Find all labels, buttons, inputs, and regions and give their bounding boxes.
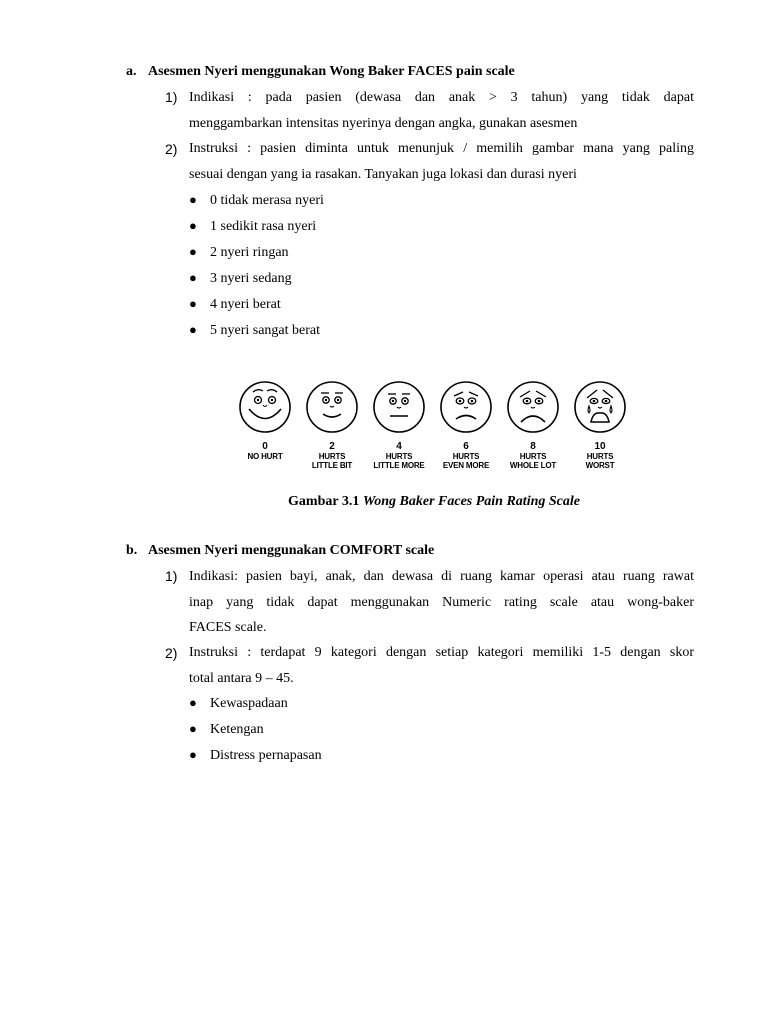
face-label: HURTS — [385, 452, 413, 461]
item-b2-line-1: Instruksi : terdapat 9 kategori dengan setiap kategori memiliki 1-5 dengan skor — [189, 645, 694, 660]
bullet-text: Kewaspadaan — [210, 696, 288, 711]
section-b-bullet-list — [189, 693, 322, 771]
list-item — [189, 745, 322, 771]
item-a1-line-1: Indikasi : pada pasien (dewasa dan anak > 3 tahun) yang tidak dapat — [189, 90, 694, 105]
bullet-icon: ● — [189, 721, 197, 736]
face-item-6 — [433, 376, 499, 470]
face-number: 8 — [530, 441, 536, 452]
bullet-text: 1 sedikit rasa nyeri — [210, 219, 317, 234]
section-a-heading — [126, 62, 515, 82]
face-number: 6 — [463, 441, 469, 452]
list-item — [189, 190, 324, 216]
item-b2-line-2: total antara 9 – 45. — [189, 670, 294, 686]
bullet-icon: ● — [189, 192, 197, 207]
caption-label: Gambar 3.1 — [288, 494, 360, 509]
section-b-title: Asesmen Nyeri menggunakan COMFORT scale — [148, 543, 435, 558]
list-item — [189, 268, 324, 294]
face-item-8 — [500, 376, 566, 470]
smiling-face-icon — [238, 376, 292, 436]
item-b1-line-1: Indikasi: pasien bayi, anak, dan dewasa di ruang kamar operasi atau ruang rawat — [189, 569, 694, 584]
list-item — [189, 719, 322, 745]
face-label-sub: WHOLE LOT — [509, 461, 557, 470]
bullet-text: Distress pernapasan — [210, 748, 322, 763]
bullet-text: 3 nyeri sedang — [210, 271, 292, 286]
bullet-text: 5 nyeri sangat berat — [210, 323, 321, 338]
item-b1-line-3: FACES scale. — [189, 620, 267, 635]
caption-title: Wong Baker Faces Pain Rating Scale — [362, 494, 580, 509]
face-label-sub: WORST — [585, 461, 615, 470]
item-b1-number: 1) — [165, 568, 178, 584]
face-item-4 — [366, 376, 432, 470]
section-a-letter: a. — [126, 64, 137, 79]
face-label-sub: LITTLE BIT — [311, 461, 353, 470]
item-a2-line-1: Instruksi : pasien diminta untuk menunjuk / memilih gambar mana yang paling — [189, 141, 694, 156]
crying-face-icon — [573, 376, 627, 436]
item-a1-number: 1) — [165, 89, 178, 105]
item-b1-line-2: inap yang tidak dapat menggunakan Numeric rating scale atau wong-baker — [189, 594, 694, 610]
face-label: NO HURT — [247, 452, 283, 461]
bullet-icon: ● — [189, 270, 197, 285]
face-label: HURTS — [452, 452, 480, 461]
face-number: 0 — [262, 441, 268, 452]
list-item — [189, 693, 322, 719]
bullet-icon: ● — [189, 747, 197, 762]
bullet-icon: ● — [189, 296, 197, 311]
list-item — [189, 320, 324, 346]
bullet-icon: ● — [189, 218, 197, 233]
list-item — [189, 294, 324, 320]
bullet-icon: ● — [189, 695, 197, 710]
face-label: HURTS — [519, 452, 547, 461]
item-a1-line-2: menggambarkan intensitas nyerinya dengan angka, gunakan asesmen — [189, 115, 578, 131]
face-label: HURTS — [318, 452, 346, 461]
face-item-2 — [299, 376, 365, 470]
bullet-text: 4 nyeri berat — [210, 297, 281, 312]
neutral-face-icon — [372, 376, 426, 436]
bullet-text: 0 tidak merasa nyeri — [210, 193, 324, 208]
item-a1-text — [189, 85, 694, 136]
face-number: 10 — [594, 441, 606, 452]
face-number: 2 — [329, 441, 335, 452]
item-b2-text — [189, 640, 694, 691]
sad-face-icon — [506, 376, 560, 436]
bullet-icon: ● — [189, 322, 197, 337]
figure-caption — [0, 492, 768, 512]
slight-smile-face-icon — [305, 376, 359, 436]
face-label-sub: LITTLE MORE — [373, 461, 425, 470]
face-item-10 — [567, 376, 633, 470]
face-number: 4 — [396, 441, 402, 452]
face-label: HURTS — [586, 452, 614, 461]
item-b2-number: 2) — [165, 645, 178, 661]
item-a2-line-2: sesuai dengan yang ia rasakan. Tanyakan juga lokasi dan durasi nyeri — [189, 166, 577, 182]
bullet-text: Ketengan — [210, 722, 264, 737]
section-a-bullet-list — [189, 190, 324, 346]
frowning-face-icon — [439, 376, 493, 436]
item-b1-text — [189, 564, 694, 641]
bullet-icon: ● — [189, 244, 197, 259]
wong-baker-faces-figure — [232, 376, 638, 480]
section-b-heading — [126, 541, 434, 561]
face-label-sub: EVEN MORE — [442, 461, 490, 470]
section-b-letter: b. — [126, 543, 138, 558]
list-item — [189, 242, 324, 268]
face-item-0 — [232, 376, 298, 461]
bullet-text: 2 nyeri ringan — [210, 245, 289, 260]
list-item — [189, 216, 324, 242]
section-a-title: Asesmen Nyeri menggunakan Wong Baker FACES pain scale — [148, 64, 515, 79]
item-a2-text — [189, 136, 694, 187]
item-a2-number: 2) — [165, 141, 178, 157]
